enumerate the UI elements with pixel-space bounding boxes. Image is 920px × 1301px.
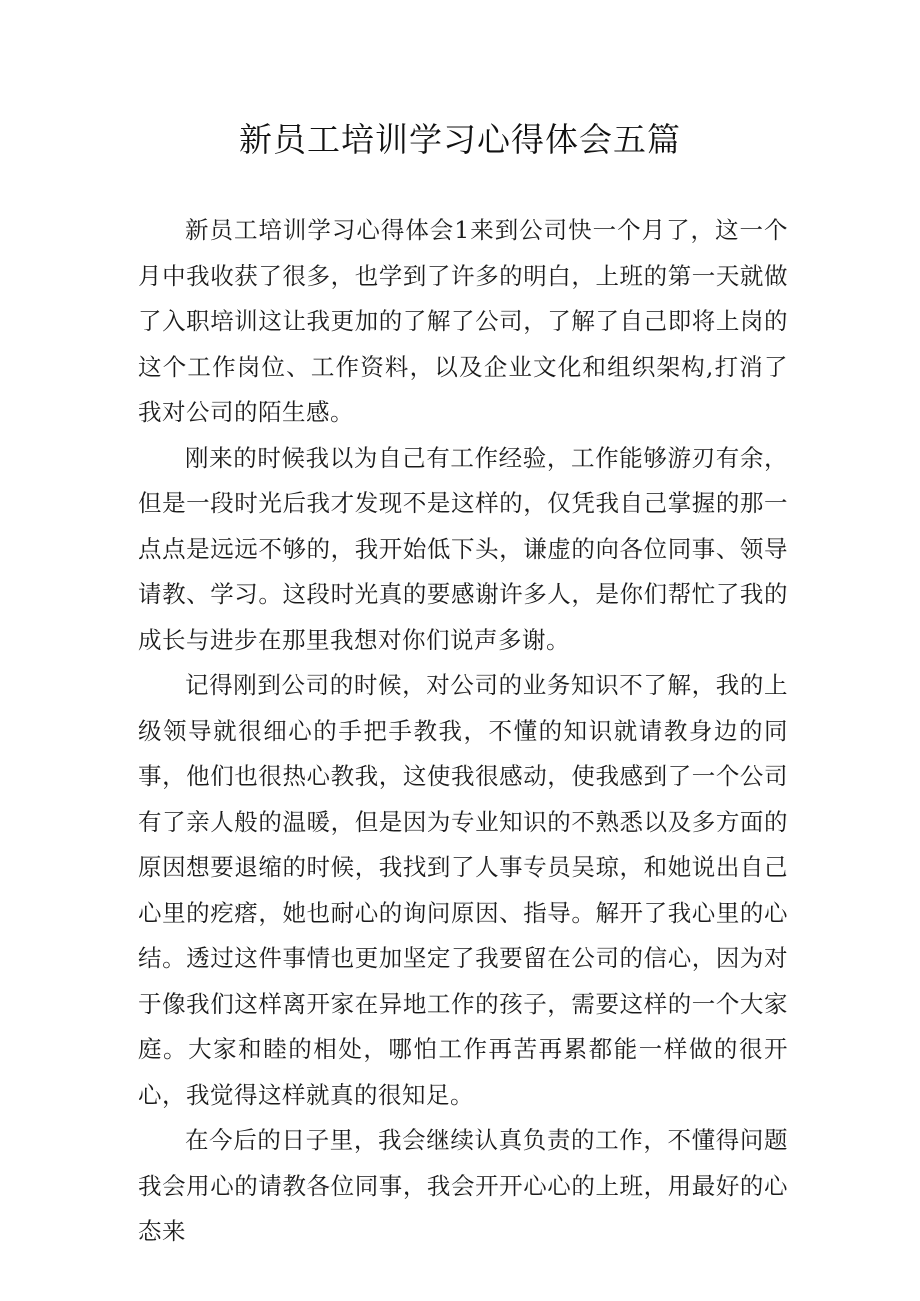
- document-body: [138, 208, 788, 1255]
- paragraph-1: 新员工培训学习心得体会1来到公司快一个月了，这一个月中我收获了很多，也学到了许多的明白，上班的第一天就做了入职培训这让我更加的了解了公司，了解了自己即将上岗的这个工作岗位、工作资料，以及企业文化和组织架构,打消了我对公司的陌生感。: [138, 216, 788, 426]
- paragraph-2: 刚来的时候我以为自己有工作经验，工作能够游刃有余，但是一段时光后我才发现不是这样的，仅凭我自己掌握的那一点点是远远不够的，我开始低下头，谦虚的向各位同事、领导请教、学习。这段时光真的要感谢许多人，是你们帮忙了我的成长与进步在那里我想对你们说声多谢。: [138, 443, 788, 654]
- document-title: 新员工培训学习心得体会五篇: [239, 120, 681, 159]
- paragraph-4: 在今后的日子里，我会继续认真负责的工作，不懂得问题我会用心的请教各位同事，我会开开心心的上班，用最好的心态来: [138, 1126, 788, 1245]
- paragraph-3: 记得刚到公司的时候，对公司的业务知识不了解，我的上级领导就很细心的手把手教我，不懂的知识就请教身边的同事，他们也很热心教我，这使我很感动，使我感到了一个公司有了亲人般的温暖，但是因为专业知识的不熟悉以及多方面的原因想要退缩的时候，我找到了人事专员吴琼，和她说出自己心里的疙瘩，她也耐心的询问原因、指导。解开了我心里的心结。透过这件事情也更加坚定了我要留在公司的信心，因为对于像我们这样离开家在异地工作的孩子，需要这样的一个大家庭。大家和睦的相处，哪怕工作再苦再累都能一样做的很开心，我觉得这样就真的很知足。: [138, 671, 788, 1109]
